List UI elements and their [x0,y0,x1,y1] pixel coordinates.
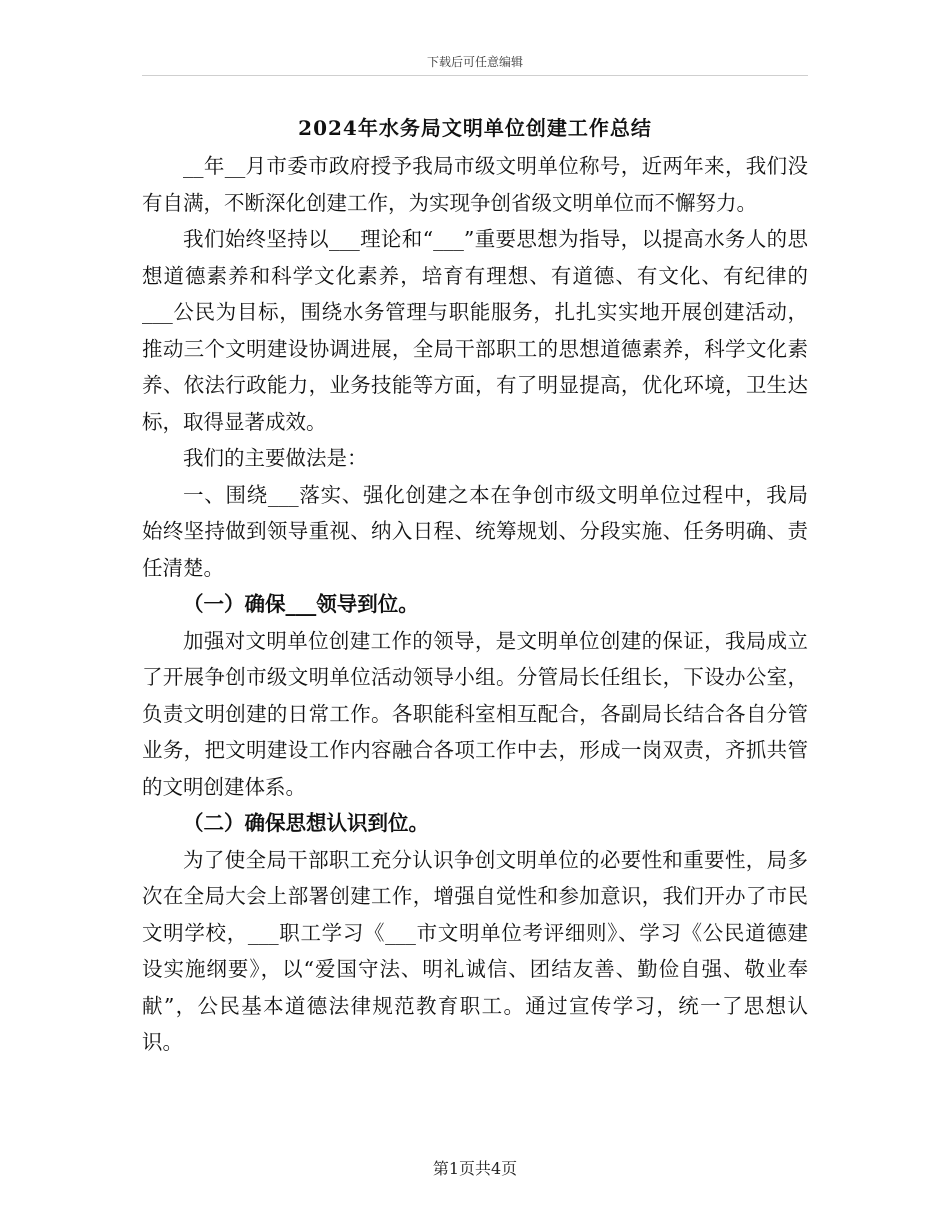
document-body [142,148,808,1061]
paragraph: 加强对文明单位创建工作的领导，是文明单位创建的保证，我局成立了开展争创市级文明单位活动领导小组。分管局长任组长，下设办公室，负责文明创建的日常工作。各职能科室相互配合，各副局长结合各自分管业务，把文明建设工作内容融合各项工作中去，形成一岗双责，齐抓共管的文明创建体系。 [142,628,808,799]
paragraph: 一、围绕___落实、强化创建之本在争创市级文明单位过程中，我局始终坚持做到领导重视、纳入日程、统筹规划、分段实施、任务明确、责任清楚。 [142,482,808,580]
section-heading: （二）确保思想认识到位。 [183,811,429,835]
paragraph: 我们始终坚持以___理论和“___”重要思想为指导，以提高水务人的思想道德素养和科学文化素养，培育有理想、有道德、有文化、有纪律的___公民为目标，围绕水务管理与职能服务，扎扎实实地开展创建活动，推动三个文明建设协调进展，全局干部职工的思想道德素养，科学文化素养、依法行政能力，业务技能等方面，有了明显提高，优化环境，卫生达标，取得显著成效。 [142,227,808,434]
header-note: 下载后可任意编辑 [426,55,523,69]
page-number: 第1页共4页 [432,1159,518,1178]
paragraph: 为了使全局干部职工充分认识争创文明单位的必要性和重要性，局多次在全局大会上部署创建工作，增强自觉性和参加意识，我们开办了市民文明学校，___职工学习《___市文明单位考评细则》、学习《公民道德建设实施纲要》，以“爱国守法、明礼诚信、团结友善、勤俭自强、敬业奉献”，公民基本道德法律规范教育职工。通过宣传学习，统一了思想认识。 [142,847,808,1054]
section-heading: （一）确保___领导到位。 [183,592,419,616]
header-divider [142,75,808,76]
page-title: 2024年水务局文明单位创建工作总结 [298,116,652,140]
paragraph: 我们的主要做法是： [183,446,368,470]
paragraph: __年__月市委市政府授予我局市级文明单位称号，近两年来，我们没有自满，不断深化创建工作，为实现争创省级文明单位而不懈努力。 [142,154,808,215]
